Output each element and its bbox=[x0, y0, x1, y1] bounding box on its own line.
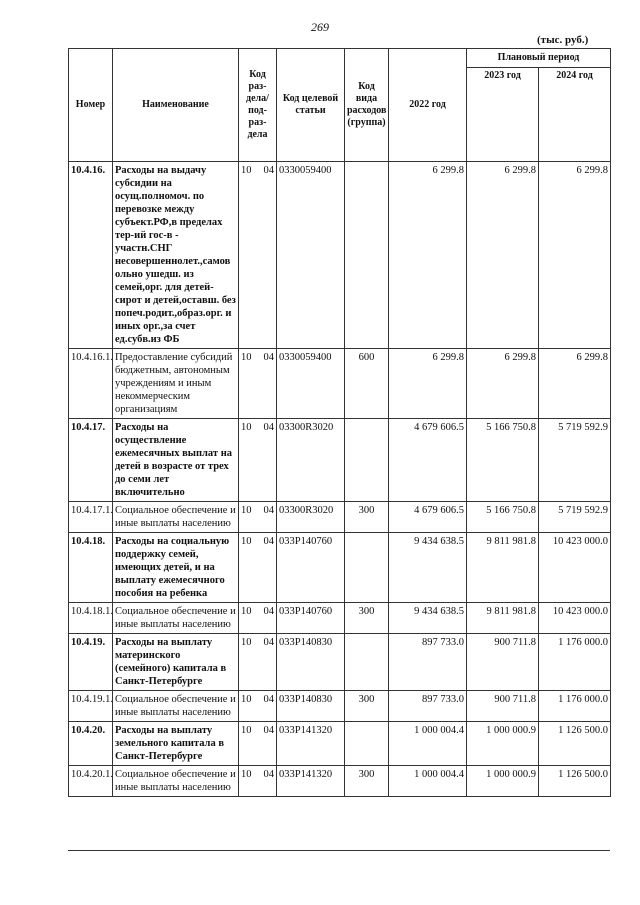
row-subsection-code: 04 bbox=[263, 536, 274, 547]
row-expense-code: 300 bbox=[345, 766, 389, 797]
row-subsection-code: 04 bbox=[263, 165, 274, 176]
row-number: 10.4.16.1. bbox=[69, 349, 113, 419]
row-section bbox=[239, 722, 277, 766]
header-plan: Плановый период bbox=[467, 49, 611, 68]
row-section-code: 10 bbox=[241, 606, 252, 617]
row-value-2022: 6 299.8 bbox=[389, 162, 467, 349]
row-target-code: 03300R3020 bbox=[277, 502, 345, 533]
row-expense-code: 300 bbox=[345, 603, 389, 634]
row-value-2022: 1 000 004.4 bbox=[389, 722, 467, 766]
row-section bbox=[239, 691, 277, 722]
header-section: Код раз-дела/ под-раз-дела bbox=[239, 49, 277, 162]
row-section bbox=[239, 766, 277, 797]
header-2022: 2022 год bbox=[389, 49, 467, 162]
row-value-2022: 4 679 606.5 bbox=[389, 419, 467, 502]
row-target-code: 0330059400 bbox=[277, 162, 345, 349]
row-target-code: 03300R3020 bbox=[277, 419, 345, 502]
row-value-2024: 1 126 500.0 bbox=[539, 722, 611, 766]
table-row bbox=[69, 634, 611, 691]
row-expense-code bbox=[345, 162, 389, 349]
row-name: Социальное обеспечение и иные выплаты населению bbox=[113, 766, 239, 797]
table-row bbox=[69, 502, 611, 533]
row-expense-code bbox=[345, 722, 389, 766]
row-name: Социальное обеспечение и иные выплаты населению bbox=[113, 603, 239, 634]
row-subsection-code: 04 bbox=[263, 769, 274, 780]
row-value-2024: 6 299.8 bbox=[539, 349, 611, 419]
row-name: Социальное обеспечение и иные выплаты населению bbox=[113, 502, 239, 533]
bottom-rule bbox=[68, 850, 610, 851]
table-row bbox=[69, 691, 611, 722]
row-number: 10.4.19. bbox=[69, 634, 113, 691]
row-section-code: 10 bbox=[241, 505, 252, 516]
row-value-2024: 10 423 000.0 bbox=[539, 533, 611, 603]
row-target-code: 0330059400 bbox=[277, 349, 345, 419]
row-target-code: 033Р141320 bbox=[277, 722, 345, 766]
row-value-2024: 5 719 592.9 bbox=[539, 419, 611, 502]
row-name: Социальное обеспечение и иные выплаты населению bbox=[113, 691, 239, 722]
row-subsection-code: 04 bbox=[263, 505, 274, 516]
row-section-code: 10 bbox=[241, 725, 252, 736]
row-section bbox=[239, 502, 277, 533]
row-value-2023: 5 166 750.8 bbox=[467, 419, 539, 502]
row-subsection-code: 04 bbox=[263, 352, 274, 363]
header-2023: 2023 год bbox=[467, 68, 539, 162]
row-number: 10.4.20.1. bbox=[69, 766, 113, 797]
table-row bbox=[69, 533, 611, 603]
row-expense-code: 300 bbox=[345, 502, 389, 533]
row-number: 10.4.17. bbox=[69, 419, 113, 502]
row-number: 10.4.18.1. bbox=[69, 603, 113, 634]
row-expense-code bbox=[345, 419, 389, 502]
row-section bbox=[239, 419, 277, 502]
row-name: Расходы на выдачу субсидии на осущ.полномоч. по перевозке между субъект.РФ,в пределах тер-ий гос-в - участн.СНГ несовершеннолет.,самов ольно ушедш. из семей,орг. для детей-сирот и детей,оставш. без попеч.родит.,образ.орг. и иных орг.,за счет ед.субв.из ФБ bbox=[113, 162, 239, 349]
budget-table bbox=[68, 48, 611, 797]
row-value-2022: 9 434 638.5 bbox=[389, 603, 467, 634]
header-2024: 2024 год bbox=[539, 68, 611, 162]
row-value-2023: 5 166 750.8 bbox=[467, 502, 539, 533]
row-value-2023: 6 299.8 bbox=[467, 349, 539, 419]
row-target-code: 033Р140760 bbox=[277, 533, 345, 603]
row-section bbox=[239, 349, 277, 419]
row-value-2023: 900 711.8 bbox=[467, 634, 539, 691]
row-value-2024: 1 126 500.0 bbox=[539, 766, 611, 797]
row-value-2023: 900 711.8 bbox=[467, 691, 539, 722]
row-number: 10.4.16. bbox=[69, 162, 113, 349]
row-section-code: 10 bbox=[241, 422, 252, 433]
row-value-2022: 9 434 638.5 bbox=[389, 533, 467, 603]
row-value-2024: 1 176 000.0 bbox=[539, 691, 611, 722]
row-number: 10.4.18. bbox=[69, 533, 113, 603]
table-row bbox=[69, 766, 611, 797]
row-subsection-code: 04 bbox=[263, 725, 274, 736]
table-row bbox=[69, 603, 611, 634]
table-row bbox=[69, 162, 611, 349]
row-section bbox=[239, 533, 277, 603]
row-expense-code: 600 bbox=[345, 349, 389, 419]
header-expense: Код вида расходов (группа) bbox=[345, 49, 389, 162]
row-subsection-code: 04 bbox=[263, 422, 274, 433]
row-section-code: 10 bbox=[241, 694, 252, 705]
header-target: Код целевой статьи bbox=[277, 49, 345, 162]
row-value-2022: 897 733.0 bbox=[389, 634, 467, 691]
row-target-code: 033Р140760 bbox=[277, 603, 345, 634]
row-value-2024: 10 423 000.0 bbox=[539, 603, 611, 634]
row-subsection-code: 04 bbox=[263, 606, 274, 617]
row-number: 10.4.20. bbox=[69, 722, 113, 766]
header-number: Номер bbox=[69, 49, 113, 162]
row-value-2023: 1 000 000.9 bbox=[467, 722, 539, 766]
row-value-2023: 6 299.8 bbox=[467, 162, 539, 349]
row-value-2024: 5 719 592.9 bbox=[539, 502, 611, 533]
page-number: 269 bbox=[311, 20, 329, 34]
row-section-code: 10 bbox=[241, 352, 252, 363]
row-value-2023: 9 811 981.8 bbox=[467, 603, 539, 634]
row-target-code: 033Р140830 bbox=[277, 634, 345, 691]
row-section bbox=[239, 634, 277, 691]
row-section-code: 10 bbox=[241, 165, 252, 176]
row-name: Расходы на осуществление ежемесячных выплат на детей в возрасте от трех до семи лет включительно bbox=[113, 419, 239, 502]
row-section-code: 10 bbox=[241, 769, 252, 780]
row-name: Предоставление субсидий бюджетным, автономным учреждениям и иным некоммерческим организациям bbox=[113, 349, 239, 419]
row-value-2022: 897 733.0 bbox=[389, 691, 467, 722]
table-row bbox=[69, 419, 611, 502]
table-row bbox=[69, 349, 611, 419]
row-value-2023: 9 811 981.8 bbox=[467, 533, 539, 603]
row-subsection-code: 04 bbox=[263, 694, 274, 705]
row-number: 10.4.19.1. bbox=[69, 691, 113, 722]
row-section bbox=[239, 162, 277, 349]
row-value-2024: 6 299.8 bbox=[539, 162, 611, 349]
row-subsection-code: 04 bbox=[263, 637, 274, 648]
row-expense-code bbox=[345, 634, 389, 691]
row-section-code: 10 bbox=[241, 637, 252, 648]
row-target-code: 033Р140830 bbox=[277, 691, 345, 722]
row-target-code: 033Р141320 bbox=[277, 766, 345, 797]
table-row bbox=[69, 722, 611, 766]
row-value-2022: 4 679 606.5 bbox=[389, 502, 467, 533]
row-value-2022: 6 299.8 bbox=[389, 349, 467, 419]
header-name: Наименование bbox=[113, 49, 239, 162]
row-expense-code: 300 bbox=[345, 691, 389, 722]
row-value-2023: 1 000 000.9 bbox=[467, 766, 539, 797]
row-value-2024: 1 176 000.0 bbox=[539, 634, 611, 691]
row-name: Расходы на выплату земельного капитала в Санкт-Петербурге bbox=[113, 722, 239, 766]
row-section bbox=[239, 603, 277, 634]
row-name: Расходы на социальную поддержку семей, имеющих детей, и на выплату ежемесячного пособия на ребенка bbox=[113, 533, 239, 603]
row-name: Расходы на выплату материнского (семейного) капитала в Санкт-Петербурге bbox=[113, 634, 239, 691]
row-value-2022: 1 000 004.4 bbox=[389, 766, 467, 797]
row-number: 10.4.17.1. bbox=[69, 502, 113, 533]
units-label: (тыс. руб.) bbox=[537, 34, 589, 46]
row-expense-code bbox=[345, 533, 389, 603]
row-section-code: 10 bbox=[241, 536, 252, 547]
